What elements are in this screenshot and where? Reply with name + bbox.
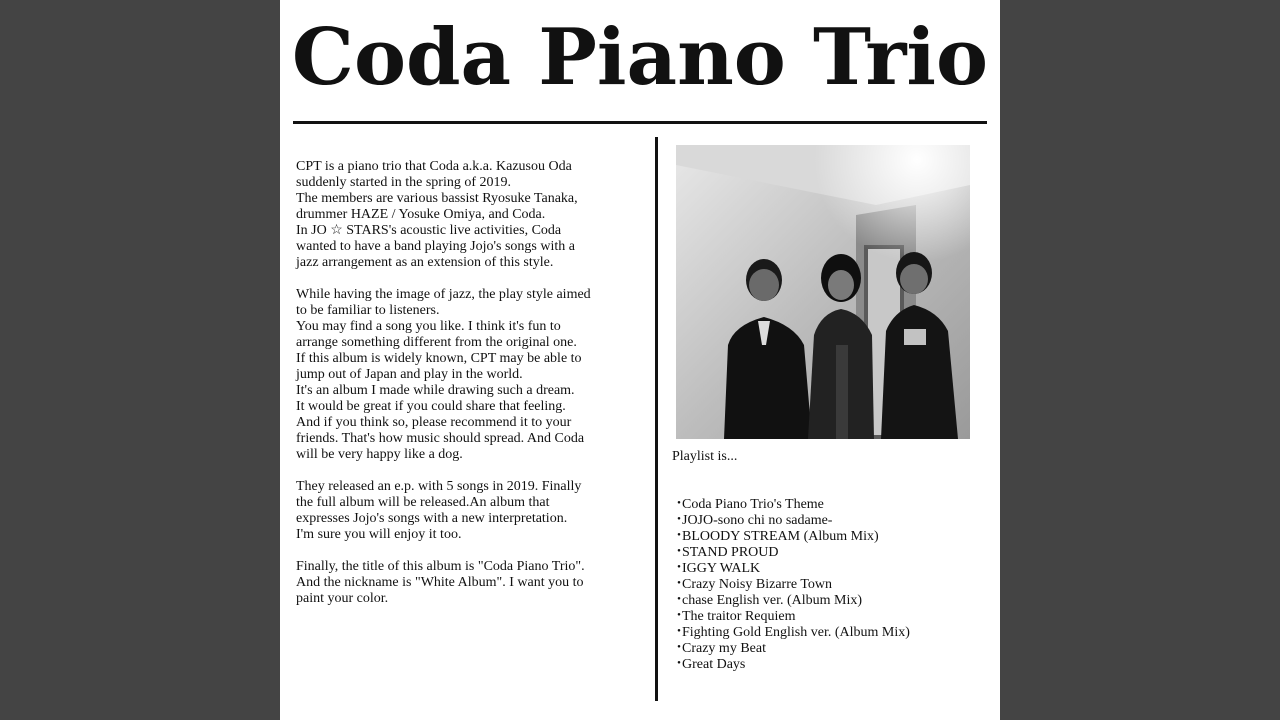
text-line: CPT is a piano trio that Coda a.k.a. Kazusou Oda [296, 159, 572, 174]
text-line: I'm sure you will enjoy it too. [296, 527, 462, 542]
bullet-icon: ・ [672, 657, 686, 672]
list-item [672, 593, 910, 609]
playlist [672, 497, 910, 673]
text-line: It would be great if you could share that feeling. [296, 399, 566, 414]
text-line: It's an album I made while drawing such a dream. [296, 383, 575, 398]
text-line: In JO ☆ STARS's acoustic live activities, Coda [296, 223, 562, 238]
album-cover-page [280, 0, 1000, 720]
track-title: Crazy Noisy Bizarre Town [682, 577, 833, 592]
text-line: to be familiar to listeners. [296, 303, 440, 318]
list-item [672, 529, 910, 545]
track-title: Coda Piano Trio's Theme [682, 497, 824, 512]
track-title: Crazy my Beat [682, 641, 766, 656]
list-item [672, 513, 910, 529]
description-text [296, 159, 648, 623]
bullet-icon: ・ [672, 513, 686, 528]
list-item [672, 657, 910, 673]
band-photo-illustration [676, 145, 970, 439]
track-title: BLOODY STREAM (Album Mix) [682, 529, 879, 544]
bullet-icon: ・ [672, 497, 686, 512]
bullet-icon: ・ [672, 545, 686, 560]
bullet-icon: ・ [672, 561, 686, 576]
bullet-icon: ・ [672, 577, 686, 592]
text-line: And the nickname is "White Album". I want you to [296, 575, 584, 590]
band-photo [676, 145, 970, 439]
text-line: arrange something different from the original one. [296, 335, 577, 350]
text-line: suddenly started in the spring of 2019. [296, 175, 512, 190]
bullet-icon: ・ [672, 609, 686, 624]
text-line: If this album is widely known, CPT may be able to [296, 351, 582, 366]
track-title: chase English ver. (Album Mix) [682, 593, 863, 608]
list-item [672, 641, 910, 657]
text-line: While having the image of jazz, the play style aimed [296, 287, 591, 302]
track-title: STAND PROUD [682, 545, 779, 560]
text-line: paint your color. [296, 591, 389, 606]
text-line: drummer HAZE / Yosuke Omiya, and Coda. [296, 207, 546, 222]
text-line: will be very happy like a dog. [296, 447, 463, 462]
text-line: And if you think so, please recommend it to your [296, 415, 572, 430]
list-item [672, 545, 910, 561]
list-item [672, 561, 910, 577]
track-title: IGGY WALK [682, 561, 761, 576]
text-line: expresses Jojo's songs with a new interpretation. [296, 511, 568, 526]
text-line: the full album will be released.An album that [296, 495, 550, 510]
text-line: jazz arrangement as an extension of this style. [296, 255, 554, 270]
list-item [672, 625, 910, 641]
paragraph-4 [296, 559, 648, 607]
list-item [672, 497, 910, 513]
paragraph-1 [296, 159, 648, 271]
title-divider [293, 121, 987, 124]
bullet-icon: ・ [672, 529, 686, 544]
bullet-icon: ・ [672, 625, 686, 640]
text-line: friends. That's how music should spread. And Coda [296, 431, 585, 446]
text-line: jump out of Japan and play in the world. [296, 367, 523, 382]
text-line: Finally, the title of this album is "Coda Piano Trio". [296, 559, 585, 574]
playlist-label: Playlist is... [672, 449, 738, 464]
track-title: The traitor Requiem [682, 609, 796, 624]
track-title: JOJO-sono chi no sadame- [682, 513, 833, 528]
bullet-icon: ・ [672, 641, 686, 656]
page-title: Coda Piano Trio [291, 12, 989, 103]
track-title: Fighting Gold English ver. (Album Mix) [682, 625, 910, 640]
paragraph-3 [296, 479, 648, 543]
list-item [672, 577, 910, 593]
text-line: They released an e.p. with 5 songs in 2019. Finally [296, 479, 582, 494]
text-line: You may find a song you like. I think it's fun to [296, 319, 561, 334]
text-line: wanted to have a band playing Jojo's songs with a [296, 239, 575, 254]
track-title: Great Days [682, 657, 746, 672]
list-item [672, 609, 910, 625]
bullet-icon: ・ [672, 593, 686, 608]
column-divider [655, 137, 658, 701]
text-line: The members are various bassist Ryosuke Tanaka, [296, 191, 578, 206]
paragraph-2 [296, 287, 648, 463]
